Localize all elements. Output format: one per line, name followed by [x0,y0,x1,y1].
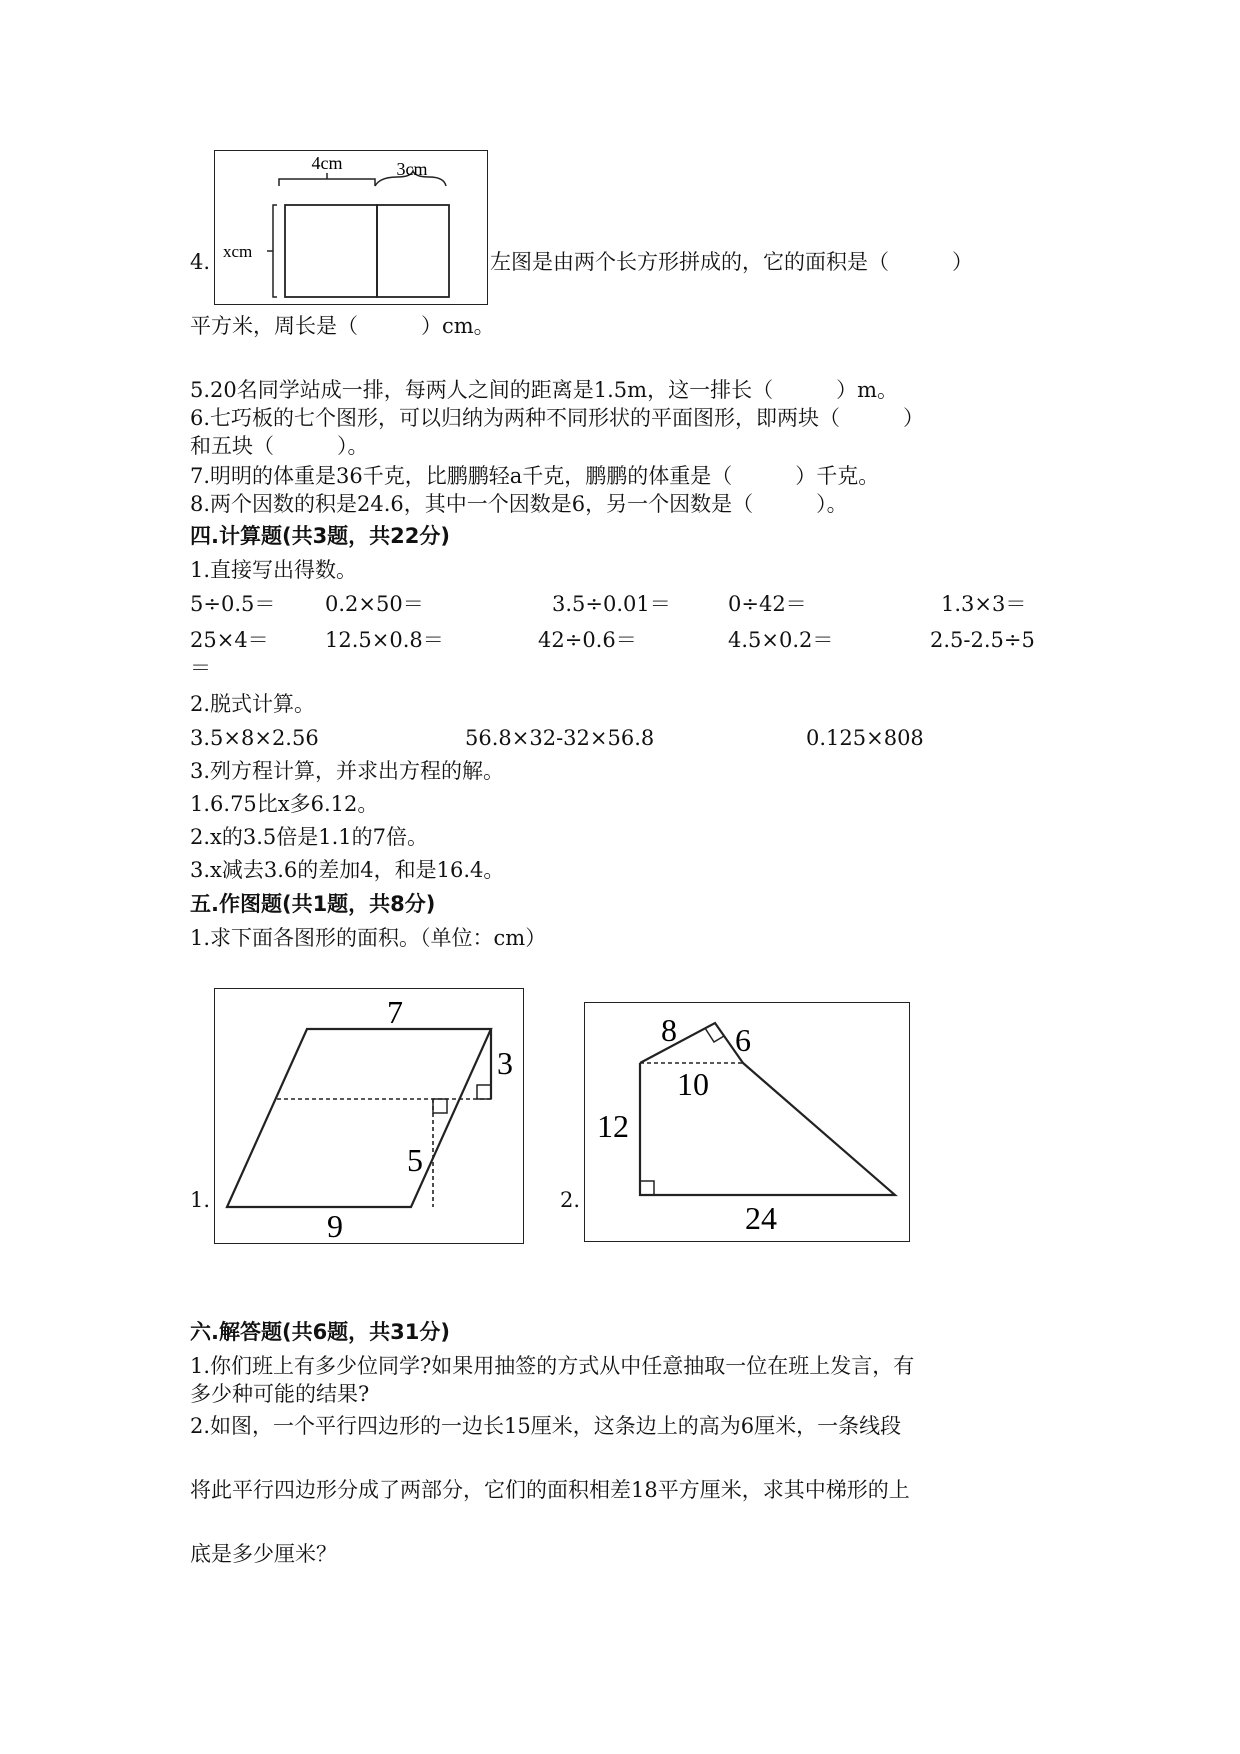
q5-text: 5.20名同学站成一排，每两人之间的距离是1.5m，这一排长（ ）m。 [190,378,898,402]
calc-r3-c1: 3.5×8×2.56 [190,726,319,750]
q4-text-a: 左图是由两个长方形拼成的，它的面积是（ ） [490,250,973,274]
section6-q1-b: 多少种可能的结果? [190,1382,370,1406]
calc-r1-c1: 5÷0.5＝ [190,592,276,616]
section6-q2-b: 将此平行四边形分成了两部分，它们的面积相差18平方厘米，求其中梯形的上 [190,1478,910,1502]
section4-title: 四.计算题(共3题，共22分) [190,524,451,548]
fig2-bottom-label: 24 [745,1200,777,1236]
calc-r1-c5: 1.3×3＝ [941,592,1027,616]
q4-label-xcm: xcm [223,242,253,261]
q4-rectangles-diagram [215,151,487,304]
q6-text-b: 和五块（ ）。 [190,434,369,458]
q6-text-a: 6.七巧板的七个图形，可以归纳为两种不同形状的平面图形，即两块（ ） [190,406,925,430]
q8-text: 8.两个因数的积是24.6，其中一个因数是6，另一个因数是（ ）。 [190,492,848,516]
fig2-dashed-label: 10 [677,1066,709,1102]
section5-p1: 1.求下面各图形的面积。（单位：cm） [190,926,547,950]
composite-diagram [585,1003,909,1241]
fig1-height-label: 5 [407,1142,423,1178]
calc-r3-c2: 56.8×32-32×56.8 [465,726,655,750]
section6-q1-a: 1.你们班上有多少位同学?如果用抽签的方式从中任意抽取一位在班上发言，有 [190,1354,915,1378]
fig2-left-label: 12 [597,1108,629,1144]
section4-p3: 3.列方程计算，并求出方程的解。 [190,759,505,783]
fig2-side-a-label: 8 [661,1012,677,1048]
q4-figure [214,150,488,305]
section6-title: 六.解答题(共6题，共31分) [190,1320,451,1344]
fig1-bottom-label: 9 [327,1208,343,1243]
q4-label-3cm: 3cm [396,159,428,179]
calc-r2-c5: 2.5-2.5÷5 [930,628,1035,652]
calc-r1-c4: 0÷42＝ [728,592,807,616]
section4-p2: 2.脱式计算。 [190,692,316,716]
equation-3: 3.x减去3.6的差加4，和是16.4。 [190,858,505,882]
fig2-label: 2. [560,1188,581,1212]
section4-p1: 1.直接写出得数。 [190,558,358,582]
equation-1: 1.6.75比x多6.12。 [190,792,379,816]
section5-title: 五.作图题(共1题，共8分) [190,892,436,916]
calc-r2-c1: 25×4＝ [190,628,269,652]
figure-1-parallelogram [214,988,524,1244]
equation-2: 2.x的3.5倍是1.1的7倍。 [190,825,429,849]
parallelogram-diagram [215,989,523,1243]
figure-2-composite [584,1002,910,1242]
calc-r2-c4: 4.5×0.2＝ [728,628,834,652]
q4-number: 4. [190,250,211,274]
q4-text-b: 平方米，周长是（ ）cm。 [190,314,495,338]
section6-q2-a: 2.如图，一个平行四边形的一边长15厘米，这条边上的高为6厘米，一条线段 [190,1414,902,1438]
fig1-label: 1. [190,1188,211,1212]
q4-label-4cm: 4cm [311,153,343,173]
fig1-top-label: 7 [387,994,403,1030]
calc-r1-c2: 0.2×50＝ [325,592,424,616]
calc-r2-c3: 42÷0.6＝ [538,628,637,652]
fig1-right-label: 3 [497,1045,513,1081]
fig2-side-b-label: 6 [735,1022,751,1058]
calc-r3-c3: 0.125×808 [806,726,924,750]
calc-r2-wrap: ＝ [190,656,211,680]
section6-q2-c: 底是多少厘米？ [190,1542,337,1566]
calc-r2-c2: 12.5×0.8＝ [325,628,444,652]
q7-text: 7.明明的体重是36千克，比鹏鹏轻a千克，鹏鹏的体重是（ ）千克。 [190,464,880,488]
calc-r1-c3: 3.5÷0.01＝ [552,592,671,616]
